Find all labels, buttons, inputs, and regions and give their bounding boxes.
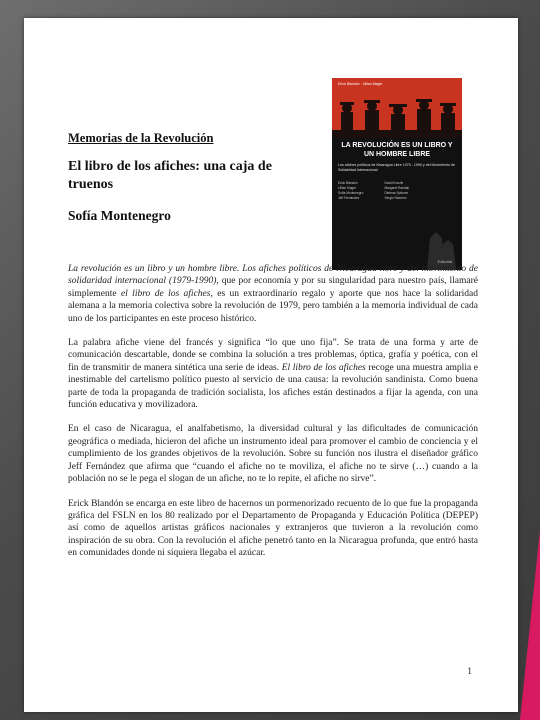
cover-name: Erick Blandón xyxy=(338,181,358,185)
decorative-accent xyxy=(520,530,540,720)
document-page xyxy=(24,18,518,712)
cover-name: David Kunzle xyxy=(384,181,404,185)
book-title-italic: La revolución es un libro y un hombre libre. Los afiches políticos de Nicaragua libre y del movimiento de solidaridad internacional (1979-1990) xyxy=(68,264,478,287)
cover-name: Dietmar Spitzner xyxy=(384,191,409,195)
cover-name: Sofía Montenegro xyxy=(338,191,364,195)
cover-name: Margaret Randall xyxy=(384,186,409,190)
cover-name: Lillian Mager xyxy=(338,186,357,190)
heading-block xyxy=(68,131,308,224)
cover-authors: Erick Blandón · Lillian Mager xyxy=(338,82,383,86)
publisher-logo: Editorial xyxy=(437,259,452,264)
silhouette-figures xyxy=(332,78,462,138)
document-title: El libro de los afiches: una caja de truenos xyxy=(68,159,272,192)
cover-name: Jeff Fernández xyxy=(338,196,360,200)
article-body xyxy=(68,263,478,572)
cover-subtitle: Los afiches políticos de Nicaragua Libre 1979 - 1990 y del Movimiento de Solidaridad Internacional xyxy=(338,163,455,172)
text-span: , que por economía y por su singularidad para nuestro país, llamaré simplemente xyxy=(68,276,478,299)
cover-title: LA REVOLUCIÓN ES UN LIBRO Y UN HOMBRE LIBRE xyxy=(341,142,453,158)
paragraph-4: Erick Blandón se encarga en este libro de hacernos un pormenorizado recuento de lo que fue la propaganda gráfica del FSLN en los 80 realizado por el Departamento de Propaganda y Educación Política (DEPEP) así como de aquellos artistas gráficos nacionales y extranjeros que tuvieron a la revolución como inspiración de su obra. Con la revolución el afiche penetró tanto en la Nicaragua profunda, que entró hasta en comunidades donde ni siquiera llegaba el azúcar. xyxy=(68,498,478,559)
page-number: 1 xyxy=(467,667,472,677)
cover-figures-banner xyxy=(332,78,462,138)
author-name: Sofía Montenegro xyxy=(68,208,171,223)
text-span: recoge una muestra amplia e inestimable del cartelismo político puesto al servicio de una causa: la revolución sandinista. Como buena parte de toda la propaganda de tradición socialista, los afiches están destinados a fijar la agenda, con una función educativa y movilizadora. xyxy=(68,362,479,411)
book-cover-image xyxy=(332,78,462,270)
book-short-title: El libro de los afiches xyxy=(281,362,366,373)
paragraph-2 xyxy=(68,337,478,411)
cover-name: Sergio Ramírez xyxy=(384,196,407,200)
paragraph-3: En el caso de Nicaragua, el analfabetismo, la diversidad cultural y las dificultades de comunicación geográfica o mediada, hicieron del afiche un instrumento ideal para promover el cambio de conciencia y el cumplimiento de los grandes objetivos de la revolución. Sobre su función nos ilustra el diseñador gráfico Jeff Fernández que afirma que “cuando el afiche no te moviliza, el afiche no te sirve (…) cuando a la población no se le pega el slogan de un afiche, no te lo repite, el afiche no sirve”. xyxy=(68,424,478,485)
paragraph-1 xyxy=(68,263,478,325)
book-short-title: el libro de los afiches xyxy=(120,288,211,299)
section-title: Memorias de la Revolución xyxy=(68,131,214,145)
text-span: , es un extraordinario regalo y aporte que nos hace la solidaridad alemana a la memoria colectiva sobre la revolución de 1979, pero también a la memoria individual de cada uno de los participantes en este proceso histórico. xyxy=(68,288,478,324)
cover-contributors xyxy=(338,181,428,201)
text-span: La palabra afiche viene del francés y significa “lo que uno fija”. Se trata de una forma y arte de comunicación descartable, donde se combina la solución a tres problemas, óptica, grafía y poética, con el fin de transmitir de manera sintética una serie de ideas. xyxy=(68,338,478,373)
